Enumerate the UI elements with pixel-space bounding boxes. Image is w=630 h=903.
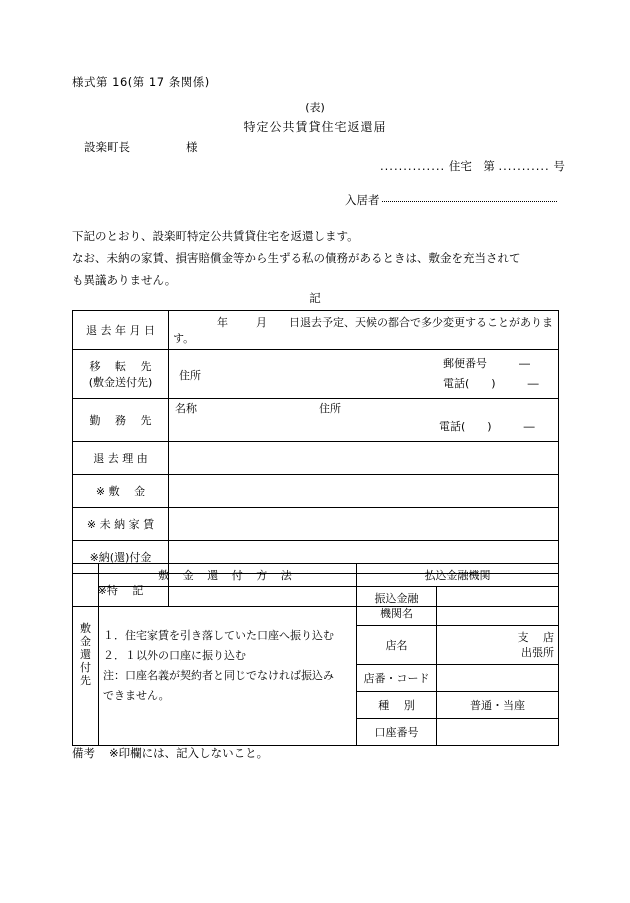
paragraph-1: 下記のとおり、設楽町特定公共賃貸住宅を返還します。 [72,229,359,243]
workplace-tel-dash: ― [523,420,535,433]
move-out-year: 年 [217,316,228,329]
resident-name-rule[interactable] [382,201,557,202]
resident-line [345,192,557,208]
new-address-label: 住所 [179,369,201,382]
move-out-day-text: 日退去予定、天候の都合で多少変更することがあります。 [173,316,553,345]
refund-method-header: 敷 金 還 付 方 法 [99,564,357,587]
refund-vertical-label: 敷 金 還 付 先 [73,564,99,746]
refund-method-body[interactable] [99,587,357,746]
row-value-deposit[interactable] [169,475,559,508]
bank-label-branch-code: 店番・コード [357,665,437,692]
row-label-deposit: ※ 敷 金 [73,475,169,508]
row-value-move-out-date[interactable] [169,311,559,350]
row-value-workplace[interactable] [169,399,559,442]
new-address-postal [443,355,530,371]
table-row-new-address [73,350,559,399]
row-value-new-address[interactable] [169,350,559,399]
addressee-honorific: 様 [186,140,198,154]
bank-label-account-number: 口座番号 [357,719,437,746]
row-label-workplace: 勤 務 先 [73,399,169,442]
bank-label-institution-line1: 振込金融 [374,592,419,605]
table-row-workplace [73,399,559,442]
house-number-leader-2: ........... [498,159,550,173]
row-label-new-address-line1: 移 転 先 [89,360,152,373]
refund-method-line-1: １．住宅家賃を引き落していた口座へ振り込む [103,629,334,642]
bank-value-institution[interactable] [437,587,559,626]
row-label-payment: ※納(還)付金 [73,541,169,574]
table-row-deposit [73,475,559,508]
paragraph-3: も異議ありません。 [72,273,177,287]
workplace-name-label: 名称 [175,402,197,415]
house-number-line [380,158,565,174]
footer-note [72,745,268,761]
addressee-name: 設楽町長 [84,140,130,154]
bank-label-institution-line2: 機関名 [380,607,413,620]
refund-method-line-3: 注：口座名義が契約者と同じでなければ振込み [103,669,334,682]
row-value-reason[interactable] [169,442,559,475]
house-number-prefix: 住宅 第 [448,159,495,173]
refund-header-row [73,564,559,587]
table-row-reason [73,442,559,475]
new-address-tel [443,375,539,391]
house-number-leader-1: .............. [380,159,446,173]
document-subtitle: (表) [305,101,325,114]
row-label-unpaid-rent: ※ 未 納 家 賃 [73,508,169,541]
ki-marker: 記 [309,291,321,305]
postal-dash: ― [519,357,530,370]
page-title: 特定公共賃貸住宅返還届 [243,120,387,134]
footer-note-label: 備考 [72,746,95,760]
bank-value-branch-code[interactable] [437,665,559,692]
row-label-new-address [73,350,169,399]
form-number: 様式第 16(第 17 条関係) [72,75,210,89]
row-label-reason: 退 去 理 由 [73,442,169,475]
tel-label: 電話( ) [443,377,496,390]
refund-method-line-2: ２．１以外の口座に振り込む [103,649,246,662]
refund-method-line-4: できません。 [103,689,170,702]
table-row-move-out-date [73,311,559,350]
row-value-unpaid-rent[interactable] [169,508,559,541]
paragraph-2: なお、未納の家賃、損害賠償金等から生ずる私の債務があるときは、敷金を充当されて [72,251,521,265]
row-label-new-address-line2: (敷金送付先) [88,376,153,389]
bank-label-branch: 店名 [357,626,437,665]
workplace-tel [439,418,535,434]
house-number-suffix: 号 [553,159,565,173]
postal-label: 郵便番号 [443,357,487,370]
bank-value-branch-line2: 出張所 [521,646,554,659]
workplace-tel-label: 電話( ) [439,420,492,433]
row-label-remarks: ※特 記 [73,574,169,607]
bank-value-account-type[interactable]: 普通・当座 [437,692,559,719]
bank-value-branch[interactable] [437,626,559,665]
refund-row-1 [73,587,559,626]
bank-label-account-type: 種 別 [357,692,437,719]
addressee-line [84,139,198,155]
move-out-month: 月 [256,316,267,329]
footer-note-text: ※印欄には、記入しないこと。 [109,746,269,760]
refund-block-table [72,563,559,746]
resident-label: 入居者 [345,193,380,207]
row-label-move-out-date: 退 去 年 月 日 [73,311,169,350]
tel-dash: ― [527,377,539,390]
table-row-unpaid-rent [73,508,559,541]
refund-bank-header: 払込金融機関 [357,564,559,587]
workplace-address-label: 住所 [319,402,341,415]
bank-label-institution [357,587,437,626]
bank-value-branch-line1: 支 店 [517,631,554,644]
bank-value-account-number[interactable] [437,719,559,746]
